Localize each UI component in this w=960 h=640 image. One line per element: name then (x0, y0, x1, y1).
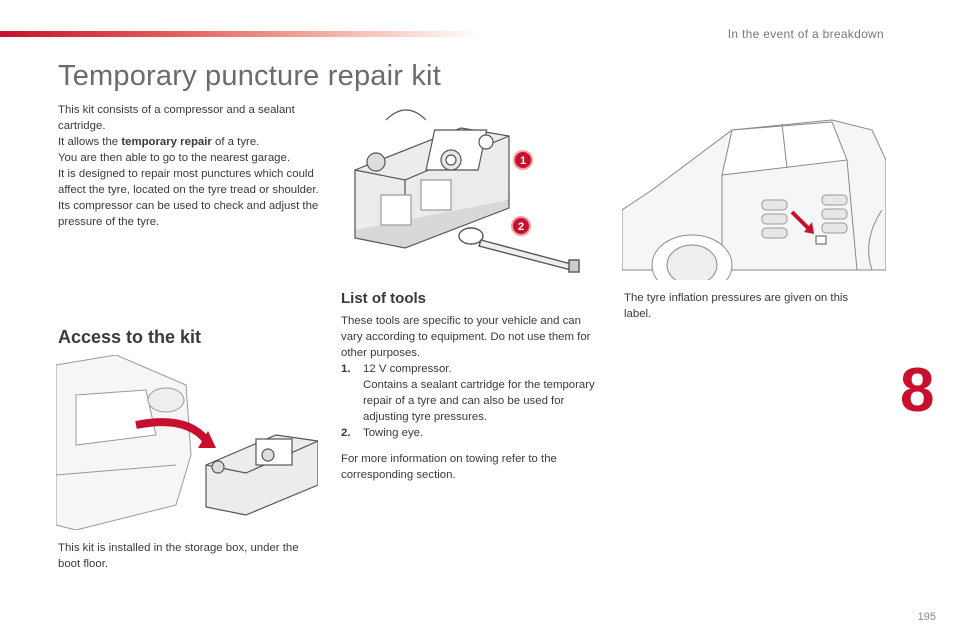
towing-reference: For more information on towing refer to the corresponding section. (341, 453, 557, 481)
list-item: 1. 12 V compressor. Contains a sealant cartridge for the temporary repair of a tyre and can also be used for adjusting tyre pressures. (341, 363, 595, 423)
boot-storage-illustration (56, 355, 318, 530)
chapter-header: In the event of a breakdown (727, 27, 884, 41)
list-of-tools-heading: List of tools (341, 290, 426, 307)
intro-text (58, 102, 320, 230)
access-kit-heading: Access to the kit (58, 327, 202, 347)
callout-2 (512, 217, 530, 235)
svg-text:2: 2 (517, 221, 525, 233)
chapter-number: 8 (900, 356, 935, 425)
tools-description (341, 313, 603, 441)
svg-text:1: 1 (519, 155, 527, 167)
compressor-kit-illustration (341, 100, 601, 280)
intro-line: Its compressor can be used to check and adjust the pressure of the tyre. (58, 200, 319, 228)
intro-line: This kit consists of a compressor and a sealant cartridge. (58, 104, 295, 132)
intro-line: It allows the temporary repair of a tyre. (58, 136, 260, 148)
list-item: 2. Towing eye. (341, 427, 424, 439)
page-title: Temporary puncture repair kit (58, 60, 441, 92)
car-side-illustration (622, 100, 886, 280)
pressure-label-text: The tyre inflation pressures are given on this label. (624, 292, 849, 320)
callout-1 (514, 151, 532, 169)
access-kit-text: This kit is installed in the storage box, under the boot floor. (58, 542, 299, 570)
bold-term: temporary repair (121, 136, 212, 148)
tools-intro: These tools are specific to your vehicle and can vary according to equipment. Do not use them for other purposes. (341, 315, 591, 359)
page-number: 195 (917, 611, 936, 623)
intro-line: You are then able to go to the nearest garage. (58, 152, 291, 164)
intro-line: It is designed to repair most punctures which could affect the tyre, located on the tyre tread or shoulder. (58, 168, 319, 196)
chapter-color-bar (0, 31, 480, 37)
pressure-label (816, 236, 826, 244)
